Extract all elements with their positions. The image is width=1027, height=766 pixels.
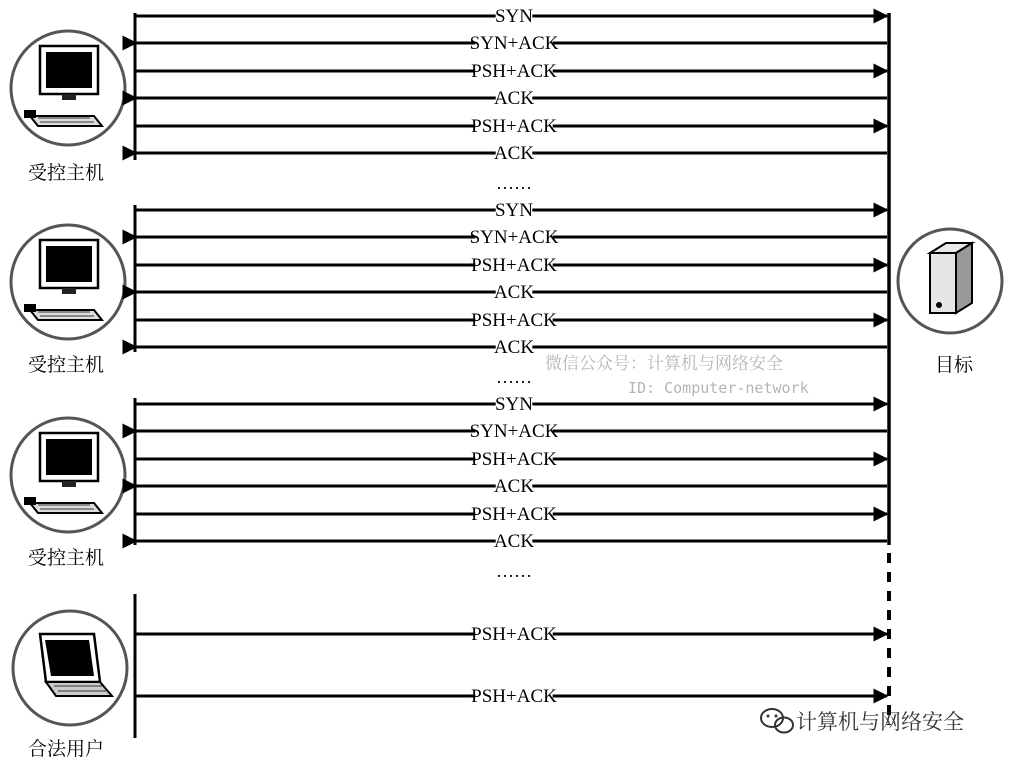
message-label: PSH+ACK bbox=[471, 624, 557, 645]
message-arrow bbox=[136, 476, 887, 497]
message-label: PSH+ACK bbox=[471, 255, 557, 276]
ellipsis: …… bbox=[496, 367, 532, 387]
target-label: 目标 bbox=[934, 354, 974, 376]
message-arrow bbox=[136, 421, 887, 442]
message-label: ACK bbox=[493, 88, 535, 109]
message-arrow bbox=[136, 531, 887, 552]
message-label: ACK bbox=[493, 337, 535, 358]
message-label: PSH+ACK bbox=[471, 310, 557, 331]
message-arrow bbox=[136, 227, 887, 248]
message-label: ACK bbox=[493, 531, 535, 552]
message-arrow bbox=[136, 6, 887, 27]
message-arrow bbox=[136, 686, 887, 707]
message-label: PSH+ACK bbox=[471, 504, 557, 525]
controlled-host-label: 受控主机 bbox=[27, 162, 105, 184]
ellipsis: …… bbox=[496, 173, 532, 193]
message-arrow bbox=[136, 116, 887, 137]
controlled-host-icon bbox=[11, 225, 125, 339]
controlled-host-label: 受控主机 bbox=[27, 354, 105, 376]
message-arrow bbox=[136, 200, 887, 221]
message-label: SYN bbox=[494, 200, 534, 221]
laptop-icon bbox=[13, 611, 127, 725]
message-label: ACK bbox=[493, 476, 535, 497]
message-label: ACK bbox=[493, 143, 535, 164]
ellipsis: …… bbox=[496, 561, 532, 581]
server-icon bbox=[898, 229, 1002, 333]
legit-user-label: 合法用户 bbox=[27, 738, 105, 760]
message-arrow bbox=[136, 310, 887, 331]
watermark-line1: 微信公众号：计算机与网络安全 bbox=[545, 354, 783, 374]
message-arrow bbox=[136, 449, 887, 470]
message-label: SYN bbox=[494, 394, 534, 415]
message-label: SYN+ACK bbox=[469, 33, 559, 54]
message-label: SYN+ACK bbox=[469, 421, 559, 442]
message-arrow bbox=[136, 394, 887, 415]
controlled-host-icon bbox=[11, 418, 125, 532]
message-arrow bbox=[136, 33, 887, 54]
wechat-icon bbox=[761, 709, 793, 733]
message-arrow bbox=[136, 255, 887, 276]
controlled-host-label: 受控主机 bbox=[27, 547, 105, 569]
message-label: SYN bbox=[494, 6, 534, 27]
message-arrow bbox=[136, 88, 887, 109]
message-label: PSH+ACK bbox=[471, 61, 557, 82]
message-label: PSH+ACK bbox=[471, 116, 557, 137]
controlled-host-icon bbox=[11, 31, 125, 145]
message-arrow bbox=[136, 624, 887, 645]
message-label: PSH+ACK bbox=[471, 449, 557, 470]
message-arrow bbox=[136, 61, 887, 82]
watermark-line2: ID: Computer-network bbox=[628, 379, 809, 397]
message-arrow bbox=[136, 143, 887, 164]
message-label: SYN+ACK bbox=[469, 227, 559, 248]
message-label: PSH+ACK bbox=[471, 686, 557, 707]
brand-text: 计算机与网络安全 bbox=[796, 710, 964, 734]
message-arrow bbox=[136, 504, 887, 525]
message-label: ACK bbox=[493, 282, 535, 303]
message-arrow bbox=[136, 282, 887, 303]
